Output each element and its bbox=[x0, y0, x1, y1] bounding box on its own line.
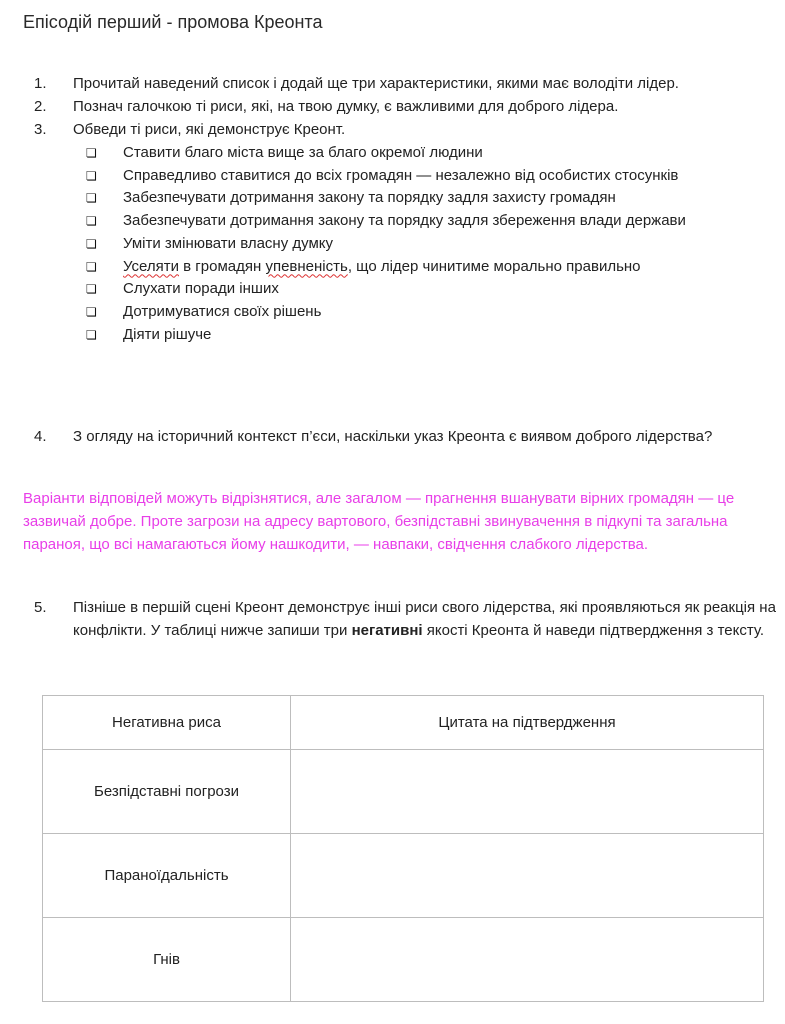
checklist-item-label: Діяти рішуче bbox=[123, 325, 212, 343]
traits-table bbox=[42, 695, 764, 1002]
question-text-part: якості Креонта й наведи підтвердження з тексту. bbox=[422, 621, 765, 639]
table-cell-trait: Параноїдальність bbox=[43, 834, 291, 918]
emphasis-text: негативні bbox=[351, 621, 423, 639]
question-number: 2. bbox=[34, 98, 47, 115]
question-text: Прочитай наведений список і додай ще три характеристики, якими має володіти лідер. bbox=[73, 75, 679, 92]
checklist-item[interactable] bbox=[86, 256, 776, 279]
checkbox-icon[interactable]: ❏ bbox=[86, 282, 97, 297]
spellcheck-word: Уселяти bbox=[123, 257, 179, 275]
checklist-item-label: Справедливо ставитися до всіх громадян — незалежно від особистих стосунків bbox=[123, 166, 679, 184]
checklist-item[interactable] bbox=[86, 301, 776, 324]
question-number: 3. bbox=[34, 121, 47, 138]
checkbox-icon[interactable]: ❏ bbox=[86, 304, 97, 319]
checklist-item[interactable] bbox=[86, 187, 776, 210]
checklist-item[interactable] bbox=[86, 324, 776, 347]
table-cell-quote[interactable] bbox=[291, 918, 764, 1002]
table-header: Цитата на підтвердження bbox=[291, 696, 764, 750]
checklist-item[interactable] bbox=[86, 210, 776, 233]
question-text: Обведи ті риси, які демонструє Креонт. bbox=[73, 121, 346, 138]
checklist-item-label: Ставити благо міста вище за благо окремої людини bbox=[123, 144, 483, 161]
checkbox-icon[interactable]: ❏ bbox=[86, 236, 97, 251]
checkbox-icon[interactable]: ❏ bbox=[86, 259, 97, 274]
checkbox-icon[interactable]: ❏ bbox=[86, 214, 97, 229]
checklist-item-label: Забезпечувати дотримання закону та порядку задля захисту громадян bbox=[123, 189, 616, 207]
traits-checklist bbox=[86, 142, 776, 346]
spellcheck-word: упевненість bbox=[265, 257, 348, 275]
table-header-row bbox=[43, 696, 764, 750]
table-cell-quote[interactable] bbox=[291, 750, 764, 834]
checkbox-icon[interactable]: ❏ bbox=[86, 146, 97, 160]
table-cell-trait: Гнів bbox=[43, 918, 291, 1002]
question-text: Познач галочкою ті риси, які, на твою думку, є важливими для доброго лідера. bbox=[73, 98, 619, 115]
checklist-item-label: , що лідер чинитиме морально правильно bbox=[347, 257, 641, 275]
checklist-item-label: Забезпечувати дотримання закону та порядку задля збереження влади держави bbox=[123, 212, 686, 230]
table-row bbox=[43, 918, 764, 1002]
checkbox-icon[interactable]: ❏ bbox=[86, 327, 97, 342]
checklist-item-label: Слухати поради інших bbox=[123, 280, 279, 298]
checklist-item[interactable] bbox=[86, 278, 776, 301]
checklist-item[interactable] bbox=[86, 142, 776, 165]
question-text bbox=[73, 597, 778, 642]
checkbox-icon[interactable]: ❏ bbox=[86, 168, 97, 183]
question-number: 4. bbox=[34, 428, 47, 445]
checklist-item-label: Дотримуватися своїх рішень bbox=[123, 302, 322, 320]
checklist-item-label: в громадян bbox=[179, 257, 266, 275]
question-text-part: Пізніше в першій сцені Креонт демонструє інші риси свого лідерства, які проявляються як реакція на конфлікти. У таблиці нижче запиши три bbox=[73, 599, 776, 639]
checklist-item[interactable] bbox=[86, 165, 776, 188]
table-cell-quote[interactable] bbox=[291, 834, 764, 918]
page-title: Епісодій перший - промова Креонта bbox=[23, 12, 323, 32]
table-row bbox=[43, 834, 764, 918]
checklist-item-label: Уміти змінювати власну думку bbox=[123, 234, 333, 252]
table-header: Негативна риса bbox=[43, 696, 291, 750]
question-text: З огляду на історичний контекст п’єси, наскільки указ Креонта є виявом доброго лідерства? bbox=[73, 428, 713, 445]
question-number: 1. bbox=[34, 75, 47, 92]
checkbox-icon[interactable]: ❏ bbox=[86, 191, 97, 206]
answer-text: Варіанти відповідей можуть відрізнятися, але загалом — прагнення вшанувати вірних громадян — це зазвичай добре. Проте загрози на адресу вартового, безпідставні звинувачення в підкупі та загальна параноя, що всі намагаються йому нашкодити, — навпаки, свідчення слабкого лідерства. bbox=[23, 490, 735, 553]
table-cell-trait: Безпідставні погрози bbox=[43, 750, 291, 834]
checklist-item[interactable] bbox=[86, 233, 776, 256]
question-number: 5. bbox=[34, 599, 47, 616]
table-row bbox=[43, 750, 764, 834]
